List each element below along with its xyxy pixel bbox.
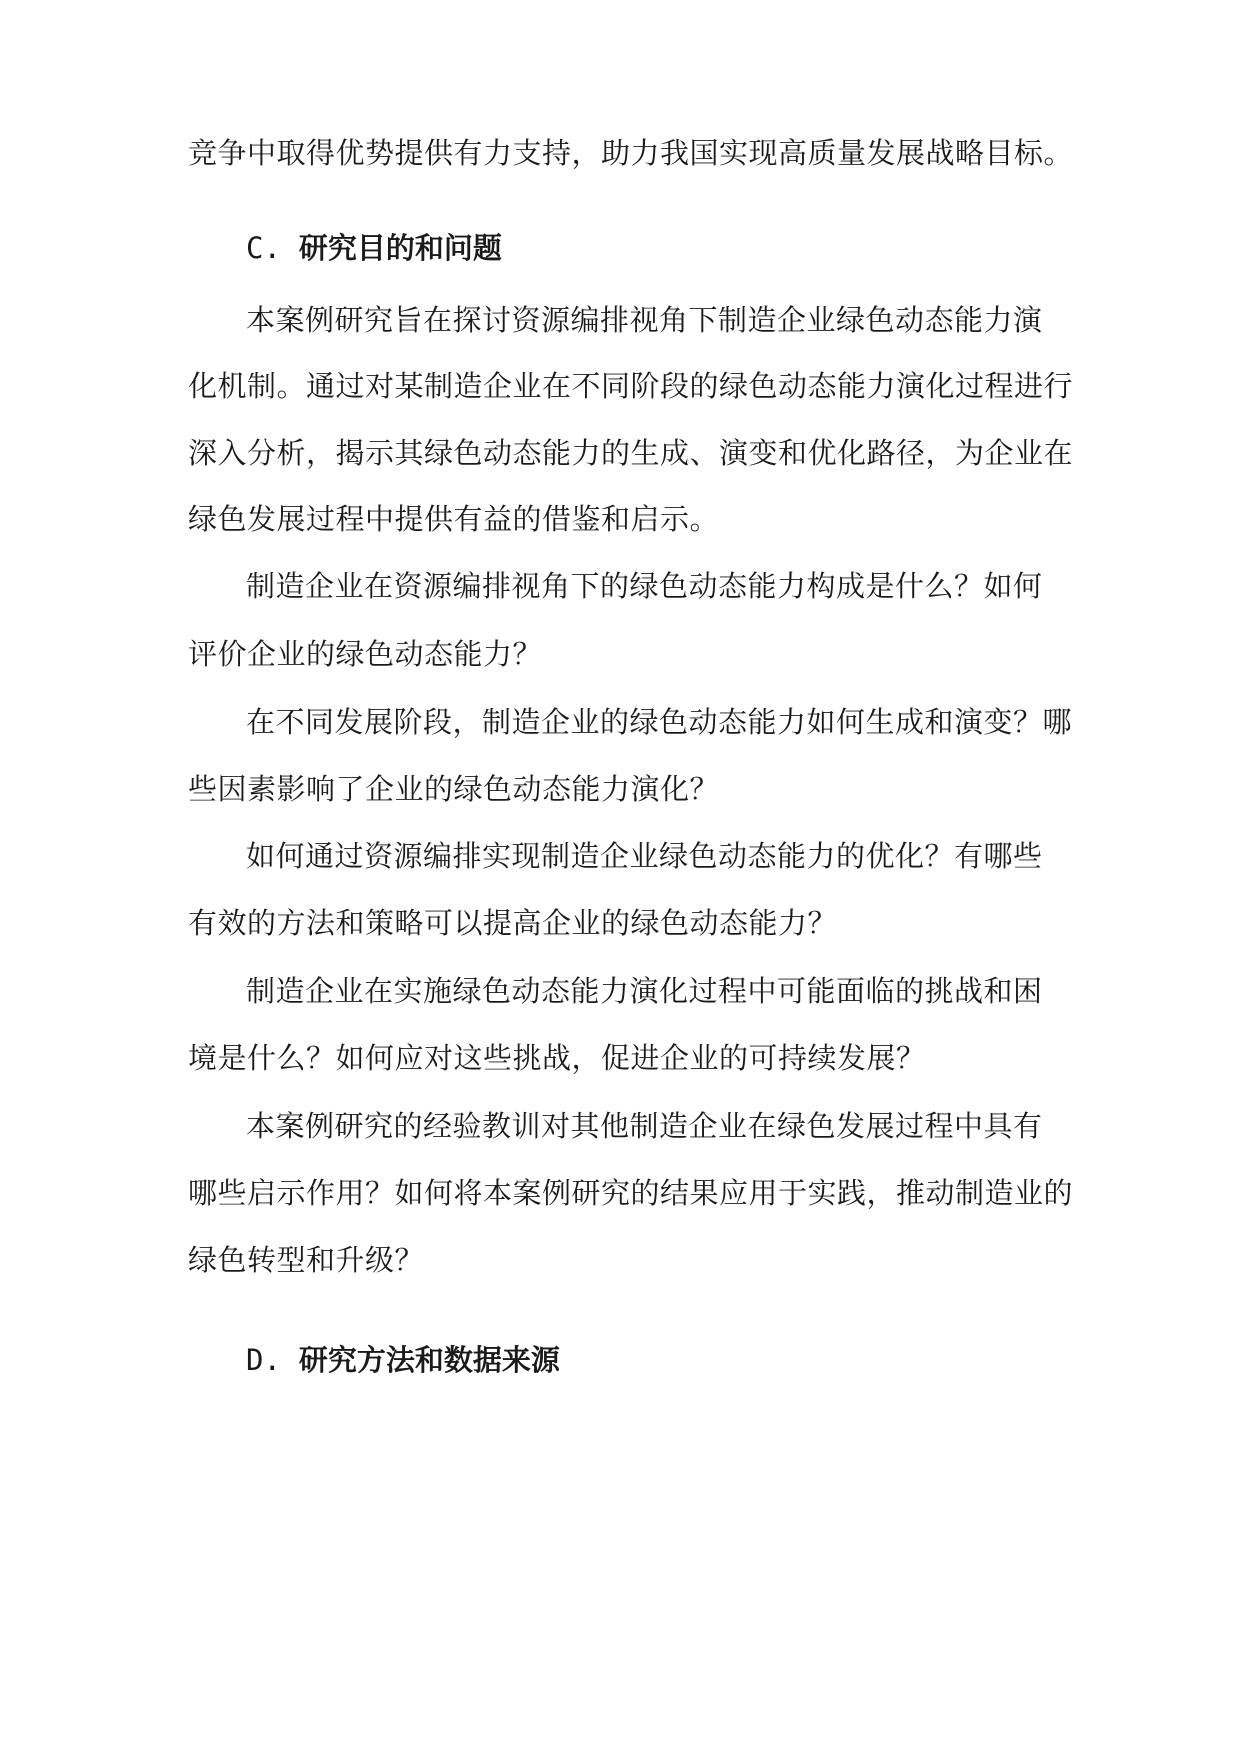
paragraph-line: 有效的方法和策略可以提高企业的绿色动态能力？ bbox=[188, 906, 838, 940]
paragraph-line: 些因素影响了企业的绿色动态能力演化？ bbox=[188, 772, 720, 806]
section-label: C. bbox=[246, 231, 281, 265]
paragraph-line: 竞争中取得优势提供有力支持，助力我国实现高质量发展战略目标。 bbox=[188, 136, 1074, 170]
paragraph-line: 在不同发展阶段，制造企业的绿色动态能力如何生成和演变？哪 bbox=[246, 705, 1073, 739]
paragraph-line: 绿色发展过程中提供有益的借鉴和启示。 bbox=[188, 502, 720, 536]
paragraph-line: 化机制。通过对某制造企业在不同阶段的绿色动态能力演化过程进行 bbox=[188, 369, 1074, 403]
paragraph-line: 如何通过资源编排实现制造企业绿色动态能力的优化？有哪些 bbox=[246, 839, 1043, 873]
paragraph-line: 深入分析，揭示其绿色动态能力的生成、演变和优化路径，为企业在 bbox=[188, 436, 1074, 470]
paragraph-line: 绿色转型和升级？ bbox=[188, 1243, 425, 1277]
section-heading-c bbox=[246, 228, 502, 268]
paragraph-line: 本案例研究的经验教训对其他制造企业在绿色发展过程中具有 bbox=[246, 1109, 1043, 1143]
paragraph-line: 哪些启示作用？如何将本案例研究的结果应用于实践，推动制造业的 bbox=[188, 1176, 1074, 1210]
section-heading-d bbox=[246, 1340, 560, 1380]
paragraph-line: 本案例研究旨在探讨资源编排视角下制造企业绿色动态能力演 bbox=[246, 303, 1043, 337]
paragraph-line: 评价企业的绿色动态能力？ bbox=[188, 637, 543, 671]
paragraph-line: 制造企业在资源编排视角下的绿色动态能力构成是什么？如何 bbox=[246, 569, 1043, 603]
section-label: D. bbox=[246, 1343, 281, 1377]
section-title: 研究方法和数据来源 bbox=[298, 1343, 560, 1377]
paragraph-line: 制造企业在实施绿色动态能力演化过程中可能面临的挑战和困 bbox=[246, 974, 1043, 1008]
paragraph-line: 境是什么？如何应对这些挑战，促进企业的可持续发展？ bbox=[188, 1041, 926, 1075]
section-title: 研究目的和问题 bbox=[298, 231, 502, 265]
